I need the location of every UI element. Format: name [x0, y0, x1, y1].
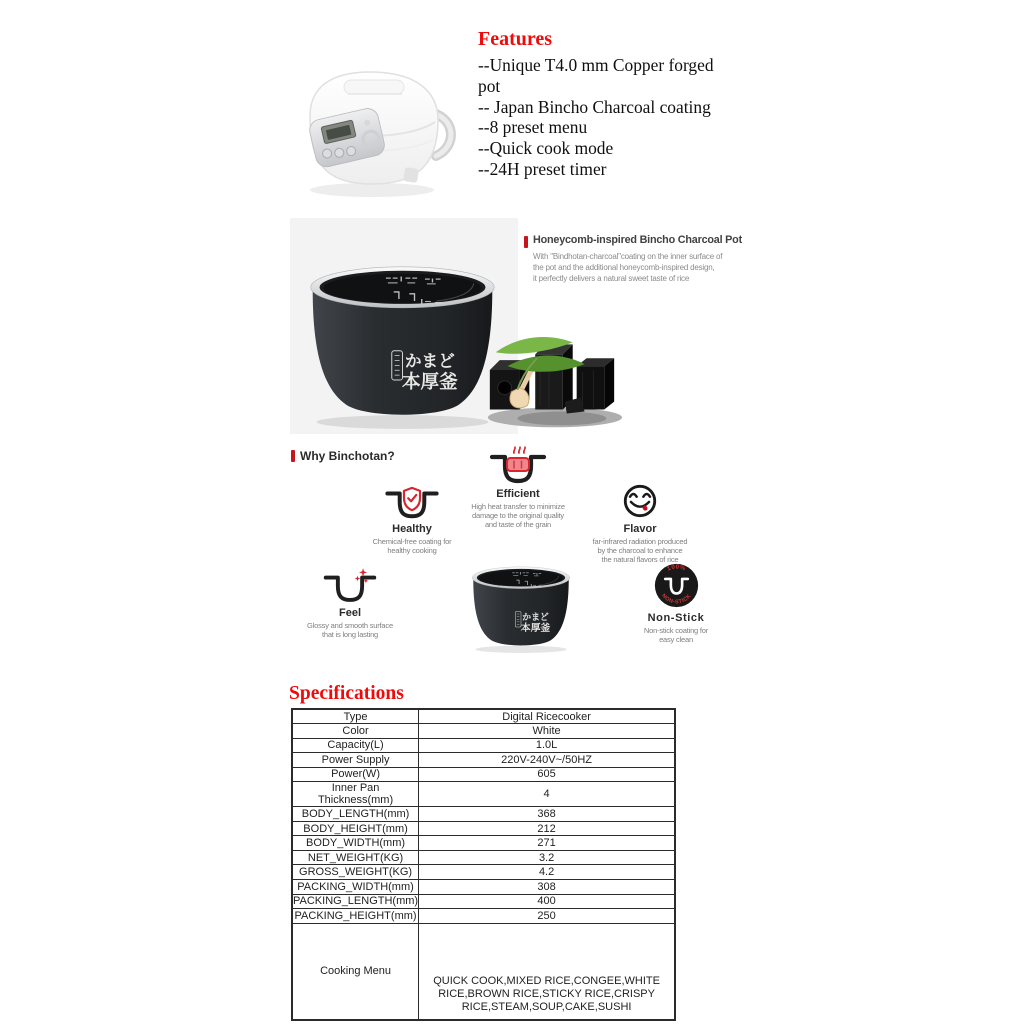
table-row — [292, 879, 675, 894]
table-row — [292, 724, 675, 739]
spec-label: NET_WEIGHT(KG) — [292, 850, 419, 865]
spec-value: 4 — [419, 782, 676, 807]
benefit-title: Feel — [338, 607, 361, 619]
svg-text:100%: 100% — [665, 563, 687, 573]
spec-value: Digital Ricecooker — [419, 709, 676, 724]
table-row — [292, 709, 675, 724]
spec-value: 212 — [419, 821, 676, 836]
spec-label: BODY_LENGTH(mm) — [292, 807, 419, 822]
pot-sparkle-icon — [322, 567, 378, 604]
spec-label: Power(W) — [292, 767, 419, 782]
spec-label: BODY_HEIGHT(mm) — [292, 821, 419, 836]
spec-value: White — [419, 724, 676, 739]
table-row — [292, 767, 675, 782]
benefit-non-stick — [595, 562, 757, 644]
spec-value: 250 — [419, 909, 676, 924]
charcoal-pot-image-small — [462, 558, 580, 654]
spec-label: PACKING_HEIGHT(mm) — [292, 909, 419, 924]
rice-cooker-product-image — [286, 50, 458, 202]
benefit-feel — [269, 567, 431, 639]
feature-item: -- Japan Bincho Charcoal coating — [478, 96, 711, 117]
hero-title: Honeycomb-inspired Bincho Charcoal Pot — [533, 234, 742, 246]
feature-item: --8 preset menu — [478, 117, 588, 138]
why-binchotan-heading: Why Binchotan? — [300, 449, 395, 463]
feature-item: --24H preset timer — [478, 158, 607, 179]
features-heading: Features — [478, 28, 553, 50]
benefit-title: Healthy — [392, 523, 432, 535]
table-row — [292, 909, 675, 924]
specifications-table — [291, 708, 676, 1021]
spec-value: 1.0L — [419, 738, 676, 753]
spec-value: 4.2 — [419, 865, 676, 880]
pot-shield-check-icon — [383, 485, 441, 520]
spec-label: Color — [292, 724, 419, 739]
benefit-desc: Non-stick coating for easy clean — [643, 626, 709, 644]
accent-bar — [291, 450, 295, 462]
pot-heating-icon — [488, 443, 548, 485]
spec-value: 271 — [419, 836, 676, 851]
table-row — [292, 738, 675, 753]
table-row — [292, 807, 675, 822]
table-row — [292, 782, 675, 807]
spec-label: GROSS_WEIGHT(KG) — [292, 865, 419, 880]
spec-value: 220V-240V~/50HZ — [419, 753, 676, 768]
spec-label: Capacity(L) — [292, 738, 419, 753]
spec-value: 605 — [419, 767, 676, 782]
features-list — [478, 55, 730, 180]
charcoal-pot-image — [300, 250, 505, 431]
accent-bar — [524, 236, 528, 248]
benefit-title: Non-Stick — [647, 612, 705, 624]
table-row — [292, 753, 675, 768]
non-stick-badge-icon — [653, 562, 700, 609]
svg-text:かまど: かまど — [404, 351, 455, 371]
spec-value: 3.2 — [419, 850, 676, 865]
spec-label: Power Supply — [292, 753, 419, 768]
spec-label: PACKING_WIDTH(mm) — [292, 879, 419, 894]
spec-label: Cooking Menu — [292, 923, 419, 1020]
spec-value: 308 — [419, 879, 676, 894]
table-row — [292, 894, 675, 909]
table-row-cooking-menu — [292, 923, 675, 1020]
table-row — [292, 850, 675, 865]
feature-item: --Unique T4.0 mm Copper forged pot — [478, 55, 714, 96]
benefit-desc: Chemical-free coating for healthy cooking — [372, 537, 452, 555]
svg-text:本厚釜: 本厚釜 — [402, 371, 458, 393]
benefit-flavor — [559, 482, 721, 564]
spec-label: PACKING_LENGTH(mm) — [293, 895, 419, 908]
specifications-heading: Specifications — [289, 683, 404, 704]
table-row — [292, 865, 675, 880]
benefit-desc: Glossy and smooth surface that is long lasting — [307, 621, 393, 639]
benefit-desc: far-infrared radiation produced by the charcoal to enhance the natural flavors of rice — [592, 537, 688, 564]
feature-item: --Quick cook mode — [478, 138, 614, 159]
table-row — [292, 836, 675, 851]
benefit-title: Flavor — [623, 523, 657, 535]
spec-value: 400 — [419, 894, 676, 909]
spec-label: Inner Pan Thickness(mm) — [292, 782, 419, 807]
spec-value-cooking-menu: QUICK COOK,MIXED RICE,CONGEE,WHITE RICE,BROWN RICE,STICKY RICE,CRISPY RICE,STEAM,SOUP,CAKE,SUSHI — [419, 923, 676, 1020]
spec-value: 368 — [419, 807, 676, 822]
hero-description: With "Bindhotan-charcoal"coating on the inner surface of the pot and the additional honeycomb-inspired design, it perfectly delivers a natural sweet taste of rice — [533, 252, 723, 284]
charcoal-and-bamboo-image — [478, 318, 626, 430]
benefit-desc: High heat transfer to minimize damage to the original quality and taste of the grain — [471, 502, 565, 529]
spec-label: BODY_WIDTH(mm) — [292, 836, 419, 851]
spec-label: Type — [292, 709, 419, 724]
benefit-title: Efficient — [496, 488, 540, 500]
charcoal-blocks — [490, 344, 614, 413]
yummy-face-icon — [621, 482, 659, 520]
svg-text:NON-STICK: NON-STICK — [659, 593, 693, 606]
table-row — [292, 821, 675, 836]
